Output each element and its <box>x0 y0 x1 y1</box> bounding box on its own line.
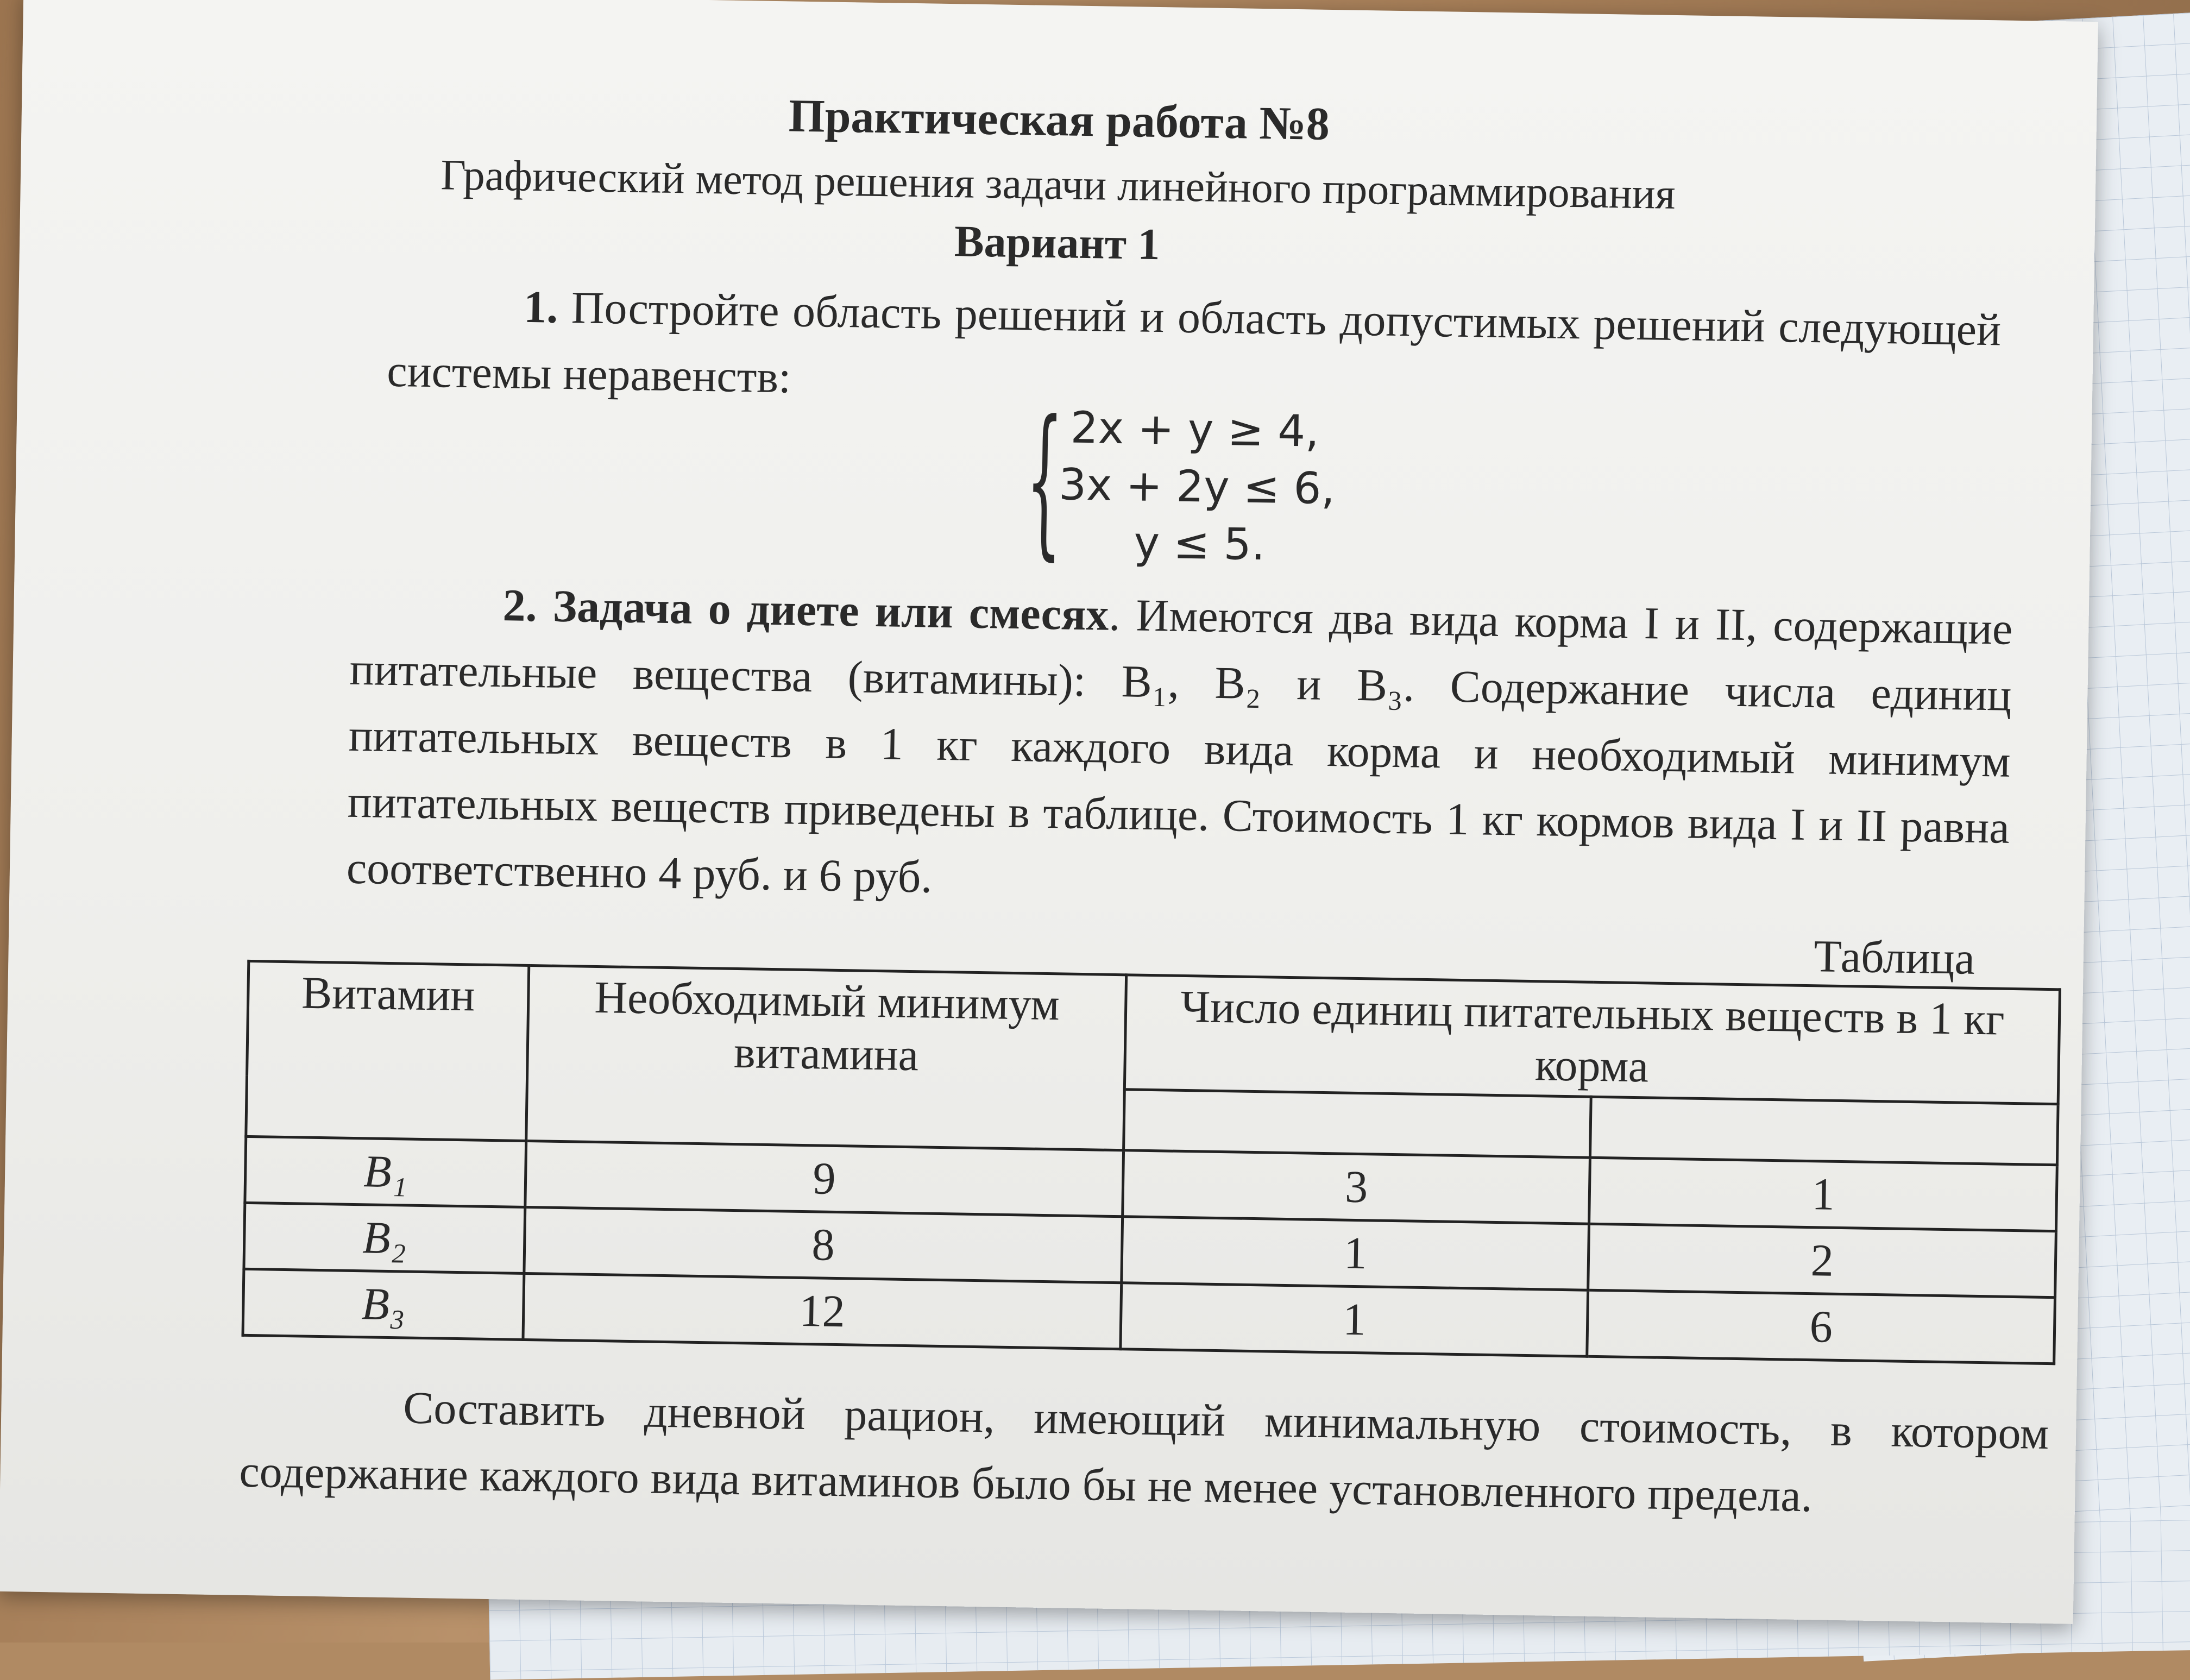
worksheet-subtitle: Графический метод решения задачи линейного программирования <box>440 151 1676 218</box>
variant-label: Вариант 1 <box>954 216 1161 269</box>
worksheet-title: Практическая работа №8 <box>788 89 1330 150</box>
cell-min: 9 <box>525 1141 1124 1216</box>
header-feed-1 <box>1123 1090 1591 1157</box>
cell-feed1: 1 <box>1121 1283 1588 1356</box>
cell-feed2: 2 <box>1588 1224 2056 1297</box>
inequality-system <box>1024 385 1419 581</box>
header-vitamin: Витамин <box>246 961 529 1141</box>
cell-min: 12 <box>523 1273 1122 1349</box>
cell-vitamin: B₃ <box>243 1269 524 1339</box>
system-brace: { <box>1024 385 1064 576</box>
inequality-2: 3x + 2y ≤ 6, <box>1058 459 1336 514</box>
header-feed-2 <box>1590 1097 2058 1165</box>
task1-text: Постройте область решений и область допустимых решений следующей системы неравенств: <box>386 282 2002 403</box>
cell-vitamin: B₂ <box>244 1203 525 1273</box>
inequality-3: y ≤ 5. <box>1133 517 1266 570</box>
vitamin-table <box>241 960 2061 1365</box>
cell-feed1: 3 <box>1123 1150 1590 1224</box>
table-label: Таблица <box>1813 931 1975 984</box>
header-minimum: Необходимый минимум витамина <box>526 966 1126 1150</box>
header-units: Число единиц питательных веществ в 1 кг корма <box>1124 975 2060 1104</box>
task2-title: Задача о диете или смесях <box>552 581 1110 640</box>
task2-paragraph <box>346 570 2013 928</box>
task2-number: 2. <box>502 580 538 632</box>
table-header-row <box>247 961 2060 1104</box>
cell-vitamin: B₁ <box>245 1136 526 1207</box>
cell-feed2: 1 <box>1589 1157 2057 1231</box>
cell-feed1: 1 <box>1122 1217 1589 1290</box>
task2-text: . Имеются два вида корма I и II, содержащие питательные вещества (витамины): B₁, B₂ и B₃. Содержание числа единиц питательных веществ в 1 кг каждого вида корма и необходимый минимум питательных веществ приведены в таблице. Стоимость 1 кг кормов вида I и II равна соответственно 4 руб. и 6 руб. <box>346 589 2013 903</box>
inequality-1: 2x + y ≥ 4, <box>1070 402 1320 457</box>
task1-number: 1. <box>523 281 559 333</box>
cell-min: 8 <box>524 1207 1123 1282</box>
cell-feed2: 6 <box>1587 1290 2055 1363</box>
conclusion-paragraph: Составить дневной рацион, имеющий минимальную стоимость, в котором содержание каждого вида витаминов было бы не менее установленного предела. <box>238 1382 2049 1522</box>
